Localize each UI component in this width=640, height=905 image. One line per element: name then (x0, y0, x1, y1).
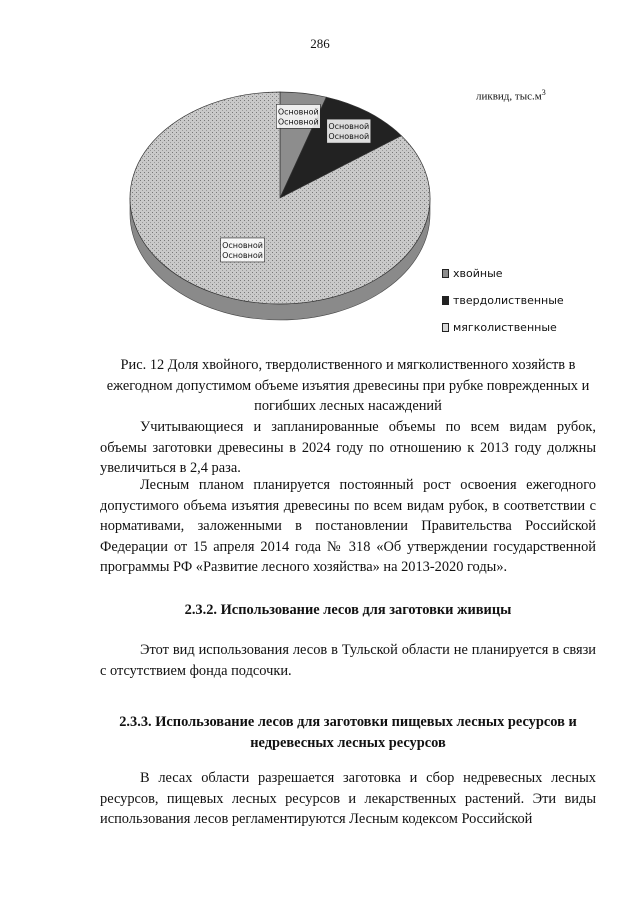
figure-caption: Рис. 12 Доля хвойного, твердолиственного и мягколиственного хозяйств в ежегодном допустимом объеме изъятия древесины при рубке поврежденных и погибших лесных насаждений (106, 357, 590, 414)
legend-swatch-softwood (442, 323, 449, 332)
pie-chart (120, 80, 440, 350)
legend-label-softwood: мягколиственные (453, 320, 557, 334)
paragraph-resin: Этот вид использования лесов в Тульской области не планируется в связи с отсутствием фонда подсочки. (100, 642, 596, 679)
chart-unit-text: ликвид, тыс.м (476, 90, 542, 103)
legend-item-softwood (442, 319, 564, 335)
pie-slice-label-hardwood (327, 119, 371, 143)
chart-legend (442, 265, 564, 346)
legend-label-conifer: хвойные (453, 266, 503, 280)
pie-slice-label-softwood (221, 238, 265, 262)
legend-swatch-hardwood (442, 296, 449, 305)
legend-swatch-conifer (442, 269, 449, 278)
legend-item-conifer (442, 265, 564, 281)
pie-slice-label-text: Основной (222, 240, 263, 250)
pie-slice-label-text: Основной (277, 117, 319, 127)
pie-slice-label-text: Основной (222, 250, 263, 260)
pie-slice-label-text: Основной (328, 122, 370, 132)
pie-slice-label-text: Основной (328, 132, 370, 142)
paragraph-forest-plan: Лесным планом планируется постоянный рост освоения ежегодного допустимого объема изъятия древесины по всем видам рубок, в соответствии с нормативами, заложенными в постановлении Правительства Российской Федерации от 15 апреля 2014 года № 318 «Об утверждении государственной программы РФ «Развитие лесного хозяйства» на 2013-2020 годы». (100, 477, 596, 575)
chart-unit-label (476, 88, 546, 103)
paragraph-volumes: Учитывающиеся и запланированные объемы по всем видам рубок, объемы заготовки древесины в 2024 году по отношению к 2013 году должны увеличиться в 2,4 раза. (100, 419, 596, 476)
paragraph-food-resources: В лесах области разрешается заготовка и сбор недревесных лесных ресурсов, пищевых лесных ресурсов и лекарственных растений. Эти виды использования лесов регламентируются Лесным кодексом Российской (100, 770, 596, 827)
pie-slice-label-text: Основной (277, 107, 319, 117)
pie-slice-label-conifer (276, 104, 320, 128)
legend-item-hardwood (442, 292, 564, 308)
heading-resin: 2.3.2. Использование лесов для заготовки живицы (184, 602, 512, 618)
chart-unit-superscript: 3 (541, 88, 546, 97)
heading-food-resources: 2.3.3. Использование лесов для заготовки пищевых лесных ресурсов и недревесных лесных ресурсов (119, 714, 577, 751)
legend-label-hardwood: твердолиственные (453, 293, 564, 307)
page-number: 286 (310, 36, 330, 51)
